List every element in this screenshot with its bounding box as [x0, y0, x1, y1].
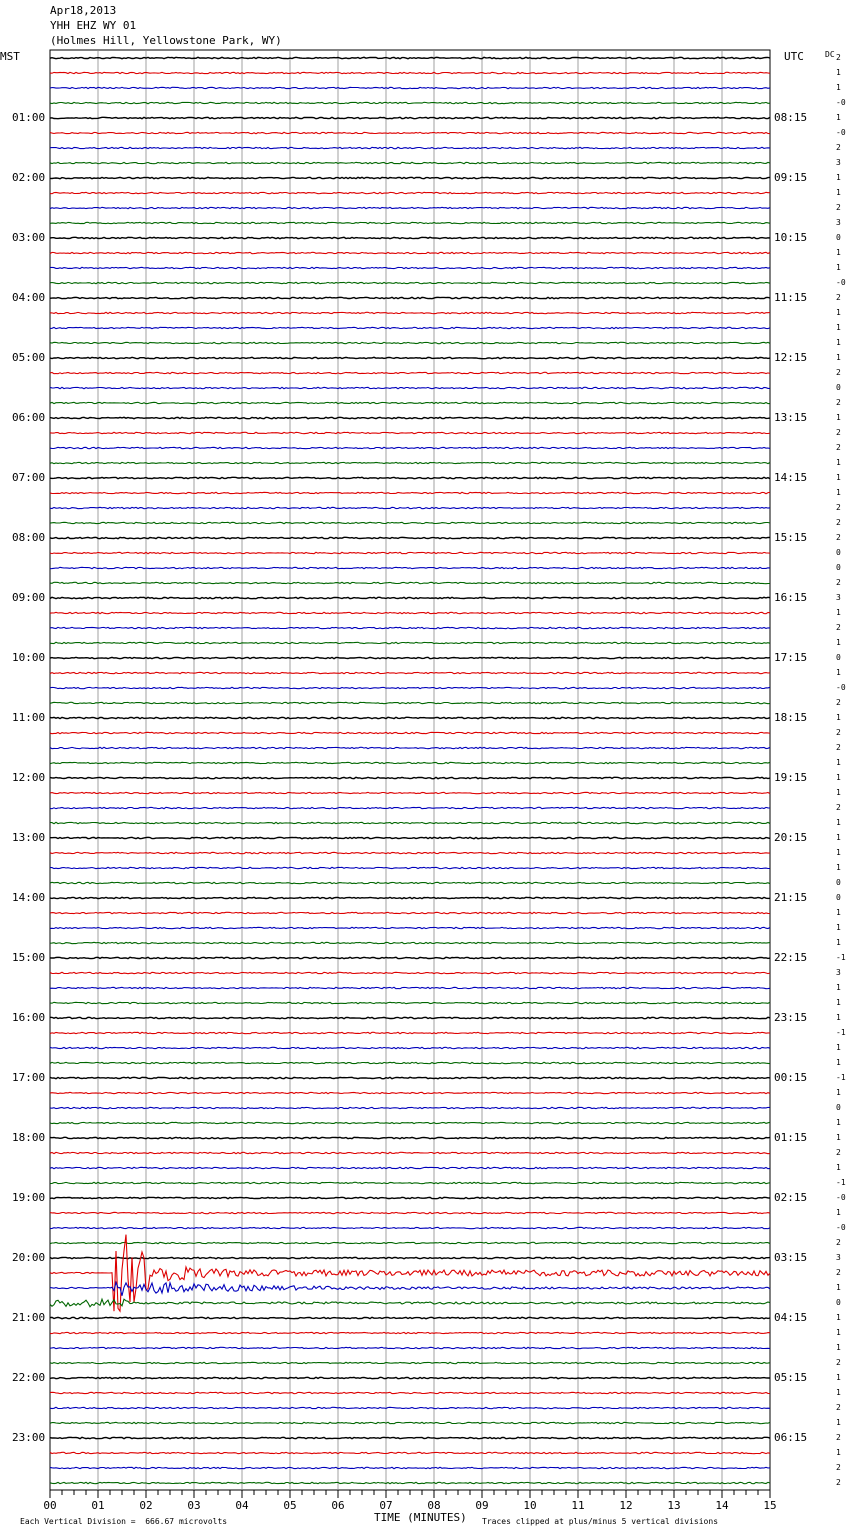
trace-line: [50, 1332, 770, 1333]
trace-line: [50, 1362, 770, 1363]
dc-offset-value: 1: [836, 1133, 841, 1142]
left-hour-label: 10:00: [12, 651, 46, 664]
trace-line: [50, 417, 770, 418]
dc-offset-value: 1: [836, 668, 841, 677]
trace-line: [50, 102, 770, 103]
trace-line: [50, 897, 770, 898]
trace-line: [50, 147, 770, 148]
x-tick-label: 15: [763, 1499, 777, 1512]
trace-line: [50, 687, 770, 688]
trace-line: [50, 1107, 770, 1108]
right-hour-label: 15:15: [774, 531, 808, 544]
x-tick-label: 01: [91, 1499, 105, 1512]
left-hour-label: 17:00: [12, 1071, 46, 1084]
dc-offset-value: 2: [836, 1238, 841, 1247]
trace-line: [50, 927, 770, 928]
trace-line: [50, 672, 770, 673]
trace-line: [50, 1347, 770, 1348]
trace-line: [50, 372, 770, 373]
dc-offset-value: 2: [836, 803, 841, 812]
dc-offset-value: 2: [836, 578, 841, 587]
trace-line: [50, 162, 770, 163]
trace-line: [50, 327, 770, 328]
x-axis-label: TIME (MINUTES): [374, 1511, 467, 1524]
dc-offset-value: 1: [836, 248, 841, 257]
left-hour-label: 18:00: [12, 1131, 46, 1144]
dc-offset-value: 2: [836, 368, 841, 377]
x-tick-label: 04: [235, 1499, 249, 1512]
footer-vertical-division: Each Vertical Division = 666.67 microvolts: [20, 1517, 228, 1526]
trace-line: [50, 1407, 770, 1408]
trace-line: [50, 702, 770, 703]
dc-offset-value: 2: [836, 1148, 841, 1157]
trace-line: [50, 207, 770, 208]
dc-offset-value: 1: [836, 83, 841, 92]
x-tick-label: 05: [283, 1499, 297, 1512]
left-hour-label: 05:00: [12, 351, 46, 364]
trace-line: [50, 1437, 770, 1438]
dc-offset-value: 1: [836, 473, 841, 482]
dc-offset-value: 0: [836, 383, 841, 392]
trace-line: [50, 1137, 770, 1138]
trace-line: [50, 507, 770, 508]
dc-offset-value: 2: [836, 533, 841, 542]
dc-offset-value: 2: [836, 698, 841, 707]
dc-offset-value: 0: [836, 1298, 841, 1307]
right-hour-label: 03:15: [774, 1251, 808, 1264]
dc-offset-value: 1: [836, 1163, 841, 1172]
dc-offset-value: 1: [836, 833, 841, 842]
trace-line: [50, 837, 770, 838]
trace-line: [50, 882, 770, 883]
dc-offset-value: 2: [836, 398, 841, 407]
trace-line: [50, 792, 770, 793]
dc-offset-value: 3: [836, 158, 841, 167]
dc-offset-value: -0: [836, 683, 846, 692]
dc-offset-value: 1: [836, 848, 841, 857]
trace-line: [50, 567, 770, 568]
station-location: (Holmes Hill, Yellowstone Park, WY): [50, 34, 282, 47]
dc-offset-value: 1: [836, 188, 841, 197]
left-hour-label: 04:00: [12, 291, 46, 304]
dc-offset-value: 1: [836, 1088, 841, 1097]
dc-offset-value: 1: [836, 1313, 841, 1322]
dc-offset-value: 1: [836, 773, 841, 782]
trace-line: [50, 747, 770, 748]
trace-line: [50, 627, 770, 628]
right-timezone-label: UTC: [784, 50, 804, 63]
dc-offset-value: 1: [836, 983, 841, 992]
trace-line: [50, 1047, 770, 1048]
trace-line: [50, 732, 770, 733]
trace-line: [50, 1482, 770, 1483]
right-hour-label: 00:15: [774, 1071, 808, 1084]
dc-offset-value: 1: [836, 923, 841, 932]
dc-offset-value: 3: [836, 218, 841, 227]
trace-line: [50, 477, 770, 478]
trace-line: [50, 972, 770, 973]
right-hour-label: 23:15: [774, 1011, 808, 1024]
dc-offset-value: 1: [836, 68, 841, 77]
right-hour-label: 12:15: [774, 351, 808, 364]
right-hour-label: 13:15: [774, 411, 808, 424]
x-tick-label: 12: [619, 1499, 633, 1512]
trace-line: [50, 357, 770, 358]
trace-line: [50, 912, 770, 913]
x-tick-label: 13: [667, 1499, 681, 1512]
right-hour-label: 19:15: [774, 771, 808, 784]
dc-offset-value: 2: [836, 518, 841, 527]
right-hour-label: 14:15: [774, 471, 808, 484]
dc-offset-value: 1: [836, 308, 841, 317]
dc-offset-value: 0: [836, 548, 841, 557]
left-hour-label: 11:00: [12, 711, 46, 724]
trace-line: [50, 717, 770, 718]
trace-line: [50, 1002, 770, 1003]
dc-offset-value: 0: [836, 1103, 841, 1112]
trace-line: [50, 612, 770, 613]
plot-frame: [50, 50, 770, 1490]
trace-line: [50, 1092, 770, 1093]
trace-line: [50, 1467, 770, 1468]
left-hour-label: 02:00: [12, 171, 46, 184]
trace-line: [50, 312, 770, 313]
trace-line: [50, 822, 770, 823]
trace-line: [50, 1167, 770, 1168]
trace-line: [50, 642, 770, 643]
dc-label: DC: [825, 50, 835, 59]
right-hour-label: 10:15: [774, 231, 808, 244]
footer-clip-note: Traces clipped at plus/minus 5 vertical divisions: [482, 1517, 719, 1526]
dc-offset-value: 2: [836, 443, 841, 452]
dc-offset-value: 2: [836, 143, 841, 152]
left-hour-label: 06:00: [12, 411, 46, 424]
trace-line: [50, 87, 770, 88]
dc-offset-value: 2: [836, 428, 841, 437]
trace-line: [50, 987, 770, 988]
dc-offset-value: 1: [836, 1058, 841, 1067]
dc-offset-value: 1: [836, 1013, 841, 1022]
left-hour-label: 15:00: [12, 951, 46, 964]
trace-line: [50, 1422, 770, 1423]
dc-offset-value: 2: [836, 503, 841, 512]
trace-line: [50, 1197, 770, 1198]
dc-offset-value: 1: [836, 113, 841, 122]
trace-line: [50, 447, 770, 448]
x-tick-label: 07: [379, 1499, 393, 1512]
dc-offset-value: 0: [836, 233, 841, 242]
dc-offset-value: 2: [836, 53, 841, 62]
left-hour-label: 07:00: [12, 471, 46, 484]
trace-line: [50, 1032, 770, 1033]
recording-date: Apr18,2013: [50, 4, 117, 17]
dc-offset-value: 2: [836, 1433, 841, 1442]
dc-offset-value: 1: [836, 788, 841, 797]
left-hour-label: 09:00: [12, 591, 46, 604]
trace-line: [50, 387, 770, 388]
dc-offset-value: 2: [836, 1478, 841, 1487]
trace-line: [50, 402, 770, 403]
right-hour-label: 04:15: [774, 1311, 808, 1324]
dc-offset-value: 0: [836, 563, 841, 572]
trace-line: [50, 492, 770, 493]
dc-offset-value: 1: [836, 338, 841, 347]
trace-line: [50, 1122, 770, 1123]
trace-line: [50, 1257, 770, 1258]
dc-offset-value: -0: [836, 278, 846, 287]
trace-line: [50, 462, 770, 463]
dc-offset-value: 1: [836, 938, 841, 947]
trace-line: [50, 192, 770, 193]
right-hour-label: 11:15: [774, 291, 808, 304]
x-tick-label: 02: [139, 1499, 153, 1512]
dc-offset-value: 1: [836, 1418, 841, 1427]
dc-offset-value: 2: [836, 743, 841, 752]
left-hour-label: 19:00: [12, 1191, 46, 1204]
trace-line: [50, 237, 770, 238]
dc-offset-value: 1: [836, 263, 841, 272]
x-tick-label: 10: [523, 1499, 537, 1512]
trace-line: [50, 342, 770, 343]
dc-offset-value: 2: [836, 293, 841, 302]
dc-offset-value: 2: [836, 203, 841, 212]
dc-offset-value: 2: [836, 1403, 841, 1412]
dc-offset-value: 1: [836, 488, 841, 497]
dc-offset-value: -1: [836, 953, 846, 962]
dc-offset-value: 1: [836, 353, 841, 362]
dc-offset-value: 0: [836, 653, 841, 662]
left-hour-label: 03:00: [12, 231, 46, 244]
trace-line: [50, 267, 770, 268]
x-tick-label: 08: [427, 1499, 441, 1512]
dc-offset-value: 2: [836, 623, 841, 632]
dc-offset-value: 0: [836, 878, 841, 887]
trace-line: [50, 852, 770, 853]
trace-line: [50, 117, 770, 118]
left-hour-label: 08:00: [12, 531, 46, 544]
right-hour-label: 17:15: [774, 651, 808, 664]
left-hour-label: 23:00: [12, 1431, 46, 1444]
dc-offset-value: 1: [836, 1448, 841, 1457]
dc-offset-value: 1: [836, 758, 841, 767]
trace-line: [50, 222, 770, 223]
left-hour-label: 13:00: [12, 831, 46, 844]
dc-offset-value: 2: [836, 1463, 841, 1472]
dc-offset-value: -1: [836, 1073, 846, 1082]
trace-line: [50, 522, 770, 523]
dc-offset-value: 1: [836, 458, 841, 467]
right-hour-label: 09:15: [774, 171, 808, 184]
x-tick-label: 03: [187, 1499, 201, 1512]
x-tick-label: 06: [331, 1499, 345, 1512]
trace-line: [50, 72, 770, 73]
dc-offset-value: 1: [836, 173, 841, 182]
dc-offset-value: -0: [836, 128, 846, 137]
left-hour-label: 20:00: [12, 1251, 46, 1264]
dc-offset-value: 2: [836, 728, 841, 737]
dc-offset-value: 1: [836, 1118, 841, 1127]
right-hour-label: 06:15: [774, 1431, 808, 1444]
trace-line: [50, 282, 770, 283]
x-tick-label: 09: [475, 1499, 489, 1512]
dc-offset-value: 1: [836, 908, 841, 917]
trace-line: [50, 1062, 770, 1063]
trace-line: [50, 807, 770, 808]
left-hour-label: 16:00: [12, 1011, 46, 1024]
left-timezone-label: MST: [0, 50, 20, 63]
left-hour-label: 22:00: [12, 1371, 46, 1384]
trace-line: [50, 1017, 770, 1018]
trace-line: [50, 1152, 770, 1153]
dc-offset-value: -0: [836, 1223, 846, 1232]
left-hour-label: 14:00: [12, 891, 46, 904]
right-hour-label: 05:15: [774, 1371, 808, 1384]
dc-offset-value: 2: [836, 1358, 841, 1367]
dc-offset-value: 1: [836, 1283, 841, 1292]
dc-offset-value: 1: [836, 713, 841, 722]
dc-offset-value: -1: [836, 1028, 846, 1037]
right-hour-label: 22:15: [774, 951, 808, 964]
trace-line: [50, 432, 770, 433]
dc-offset-value: 1: [836, 638, 841, 647]
trace-line: [50, 57, 770, 58]
left-hour-label: 12:00: [12, 771, 46, 784]
dc-offset-value: 1: [836, 863, 841, 872]
trace-line: [50, 1227, 770, 1228]
right-hour-label: 21:15: [774, 891, 808, 904]
dc-offset-value: 1: [836, 1343, 841, 1352]
dc-offset-value: 1: [836, 608, 841, 617]
trace-line: [50, 942, 770, 943]
trace-line: [50, 867, 770, 868]
trace-line: [50, 132, 770, 133]
dc-offset-value: 0: [836, 893, 841, 902]
dc-offset-value: -0: [836, 98, 846, 107]
trace-line: [50, 1242, 770, 1243]
trace-line: [50, 1182, 770, 1183]
x-tick-label: 14: [715, 1499, 729, 1512]
trace-line: [50, 537, 770, 538]
trace-line: [50, 777, 770, 778]
trace-line: [50, 1212, 770, 1213]
right-hour-label: 08:15: [774, 111, 808, 124]
trace-line: [50, 297, 770, 298]
trace-line: [50, 957, 770, 958]
trace-line: [50, 582, 770, 583]
trace-line: [50, 1377, 770, 1378]
right-hour-label: 02:15: [774, 1191, 808, 1204]
dc-offset-value: 1: [836, 818, 841, 827]
trace-line: [50, 252, 770, 253]
dc-offset-value: 1: [836, 1388, 841, 1397]
station-code: YHH EHZ WY 01: [50, 19, 137, 32]
dc-offset-value: 1: [836, 1373, 841, 1382]
trace-line: [50, 1282, 770, 1295]
dc-offset-value: 1: [836, 1208, 841, 1217]
trace-line: [50, 1317, 770, 1318]
trace-line: [50, 1452, 770, 1453]
trace-line: [50, 552, 770, 553]
right-hour-label: 01:15: [774, 1131, 808, 1144]
right-hour-label: 20:15: [774, 831, 808, 844]
x-tick-label: 11: [571, 1499, 585, 1512]
trace-line: [50, 597, 770, 598]
trace-line: [50, 762, 770, 763]
dc-offset-value: 1: [836, 1043, 841, 1052]
dc-offset-value: 2: [836, 1268, 841, 1277]
right-hour-label: 18:15: [774, 711, 808, 724]
trace-line: [50, 1299, 770, 1307]
trace-line: [50, 1392, 770, 1393]
dc-offset-value: 1: [836, 1328, 841, 1337]
right-hour-label: 16:15: [774, 591, 808, 604]
trace-line: [50, 1235, 770, 1312]
dc-offset-value: -1: [836, 1178, 846, 1187]
trace-line: [50, 657, 770, 658]
dc-offset-value: 1: [836, 413, 841, 422]
dc-offset-value: 3: [836, 1253, 841, 1262]
left-hour-label: 21:00: [12, 1311, 46, 1324]
dc-offset-value: 3: [836, 593, 841, 602]
trace-line: [50, 1077, 770, 1078]
dc-offset-value: -0: [836, 1193, 846, 1202]
dc-offset-value: 3: [836, 968, 841, 977]
dc-offset-value: 1: [836, 998, 841, 1007]
dc-offset-value: 1: [836, 323, 841, 332]
x-tick-label: 00: [43, 1499, 57, 1512]
trace-line: [50, 177, 770, 178]
left-hour-label: 01:00: [12, 111, 46, 124]
